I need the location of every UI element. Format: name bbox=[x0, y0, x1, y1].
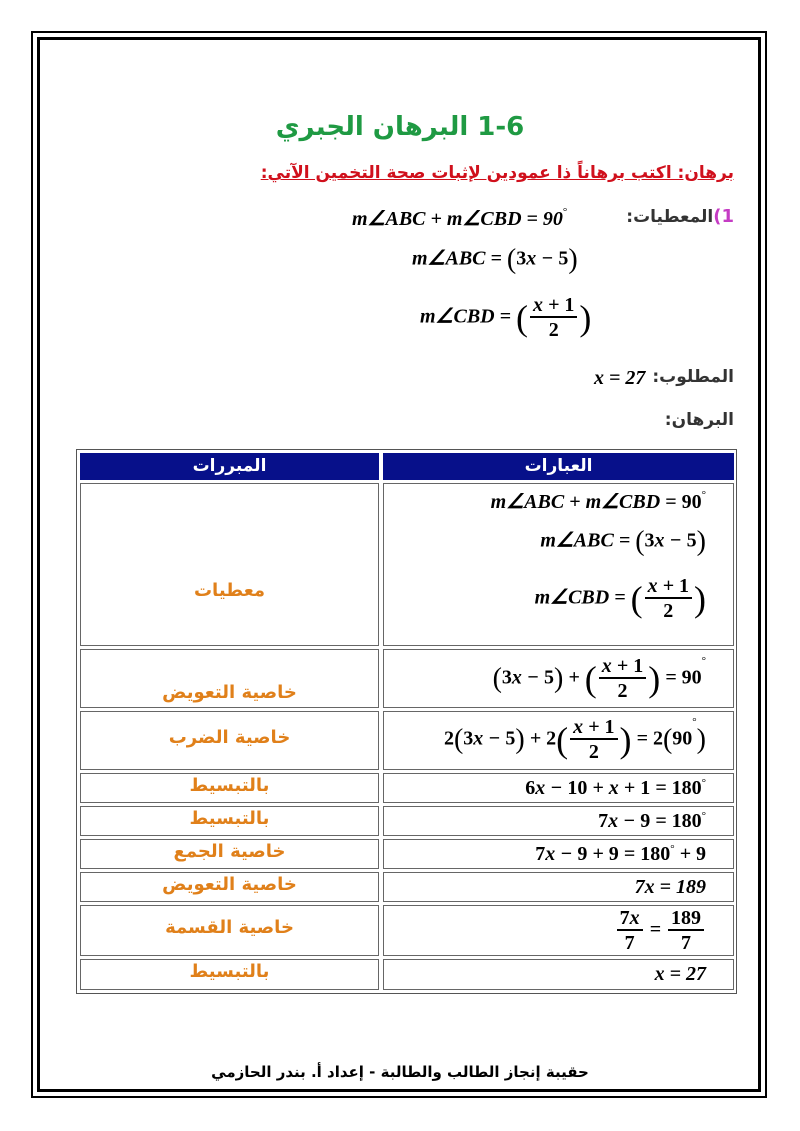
statement-2: (3x − 5) + ( $\frac{x + 1}{2}$ ) = 90° bbox=[492, 655, 706, 702]
page-title: 1-6 البرهان الجبري bbox=[275, 112, 525, 142]
table-row bbox=[80, 483, 379, 646]
statement-1b: m∠ABC = (3x − 5) bbox=[540, 526, 706, 557]
statement-4: 6x − 10 + x + 1 = 180° bbox=[525, 777, 706, 799]
page-footer: حقيبة إنجاز الطالب والطالبة - إعداد أ. بندر الحازمي bbox=[211, 1063, 589, 1081]
statement-8: $\frac{7x}{7}$ = $\frac{189}{7}$ bbox=[615, 907, 706, 955]
problem-number: 1) bbox=[713, 206, 734, 227]
header-reasons: المبررات bbox=[80, 453, 379, 480]
required-line bbox=[652, 367, 734, 387]
reason-addition: خاصية الجمع bbox=[173, 841, 286, 862]
proof-label: البرهان: bbox=[664, 410, 734, 430]
reason-simplify: بالتبسيط bbox=[189, 961, 270, 982]
reason-substitution: خاصية التعويض bbox=[162, 874, 297, 895]
statement-1c: m∠CBD = ( $\frac{x + 1}{2}$ ) bbox=[534, 575, 706, 622]
proof-table bbox=[76, 449, 737, 994]
given-label: المعطيات: bbox=[626, 207, 714, 227]
given-statement-2: m∠ABC = (3x − 5) bbox=[412, 244, 578, 275]
statement-6: 7x − 9 + 9 = 180° + 9 bbox=[535, 843, 706, 865]
statement-3: 2(3x − 5) + 2( $\frac{x + 1}{2}$ ) = 2(90°) bbox=[443, 716, 706, 763]
reason-simplify: بالتبسيط bbox=[189, 775, 270, 796]
reason-substitution: خاصية التعويض bbox=[162, 682, 297, 703]
statement-9: x = 27 bbox=[654, 963, 706, 985]
reason-division: خاصية القسمة bbox=[165, 917, 294, 938]
statement-5: 7x − 9 = 180° bbox=[598, 810, 706, 832]
given-statement-1: m∠ABC + m∠CBD = 90° bbox=[352, 206, 568, 230]
statement-7: 7x = 189 bbox=[634, 876, 706, 898]
required-value: x = 27 bbox=[594, 367, 646, 389]
reason-multiplication: خاصية الضرب bbox=[168, 727, 291, 748]
header-statements: العبارات bbox=[383, 453, 734, 480]
required-label: المطلوب: bbox=[652, 367, 734, 387]
reason-given: معطيات bbox=[193, 580, 266, 601]
given-statement-3: m∠CBD = ( $\frac{x + 1}{2}$ ) bbox=[420, 294, 592, 341]
reason-simplify: بالتبسيط bbox=[189, 808, 270, 829]
given-heading bbox=[626, 206, 734, 227]
statement-1a: m∠ABC + m∠CBD = 90° bbox=[490, 489, 706, 513]
problem-prompt: برهان: اكتب برهاناً ذا عمودين لإثبات صحة التخمين الآتي: bbox=[260, 163, 734, 183]
